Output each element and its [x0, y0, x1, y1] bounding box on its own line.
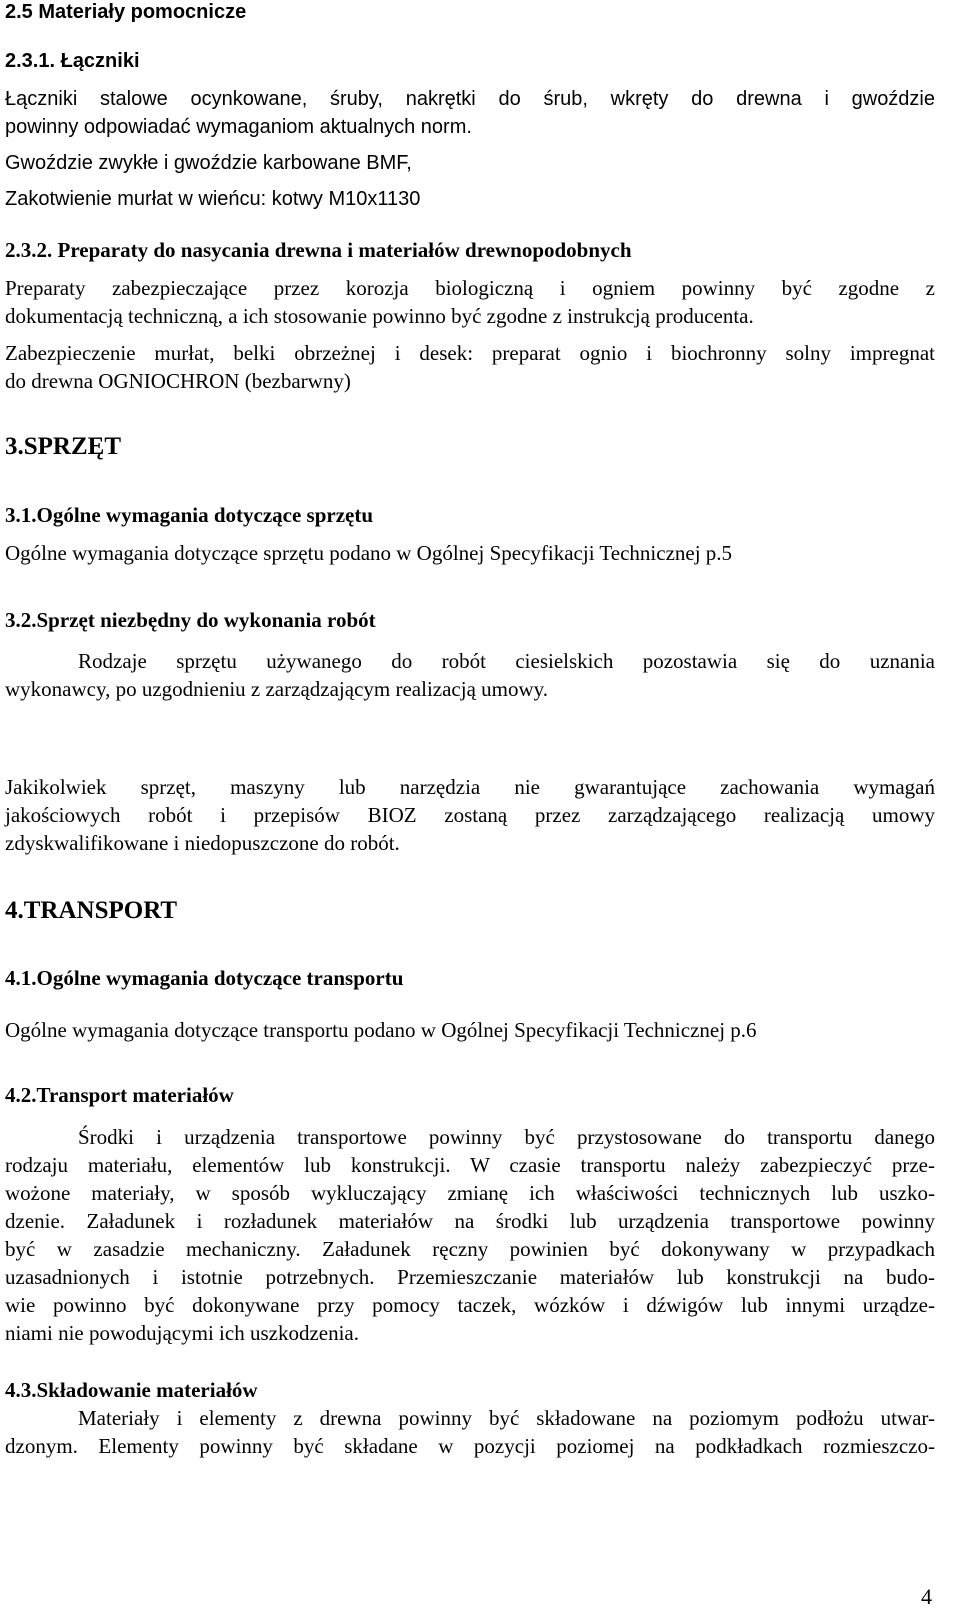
- text-line: Ogólne wymagania dotyczące sprzętu podano w Ogólnej Specyfikacji Technicznej p.5: [5, 541, 733, 565]
- text-line: jakościowych robót i przepisów BIOZ zostaną przez zarządzającego realizacją umowy: [5, 803, 935, 827]
- text-line: Materiały i elementy z drewna powinny być składowane na poziomym podłożu utwar-: [78, 1406, 935, 1430]
- subsection-heading: 3.1.Ogólne wymagania dotyczące sprzętu: [5, 503, 374, 527]
- text-line: Zakotwienie murłat w wieńcu: kotwy M10x1130: [5, 188, 421, 210]
- text-line: wożone materiały, w sposób wykluczający zmianę ich właściwości technicznych lub uszko-: [5, 1181, 935, 1205]
- text-line: Środki i urządzenia transportowe powinny być przystosowane do transportu danego: [78, 1125, 935, 1149]
- text-line: do drewna OGNIOCHRON (bezbarwny): [5, 369, 351, 393]
- subsection-heading: 4.1.Ogólne wymagania dotyczące transportu: [5, 966, 404, 990]
- text-line: Jakikolwiek sprzęt, maszyny lub narzędzia nie gwarantujące zachowania wymagań: [5, 775, 935, 799]
- text-line: dzenie. Załadunek i rozładunek materiałów na środki lub urządzenia transportowe powinny: [5, 1209, 935, 1233]
- subsection-heading: 4.2.Transport materiałów: [5, 1083, 234, 1107]
- section-heading: 2.5 Materiały pomocnicze: [5, 1, 247, 23]
- text-line: Łączniki stalowe ocynkowane, śruby, nakrętki do śrub, wkręty do drewna i gwoździe: [5, 88, 935, 110]
- section-heading: 3.SPRZĘT: [5, 433, 122, 460]
- subsection-heading: 2.3.2. Preparaty do nasycania drewna i materiałów drewnopodobnych: [5, 238, 632, 262]
- text-line: Zabezpieczenie murłat, belki obrzeżnej i desek: preparat ognio i biochronny solny impregnat: [5, 341, 935, 365]
- text-line: zdyskwalifikowane i niedopuszczone do robót.: [5, 831, 400, 855]
- text-line: wykonawcy, po uzgodnieniu z zarządzającym realizacją umowy.: [5, 677, 549, 701]
- text-line: Preparaty zabezpieczające przez korozja biologiczną i ogniem powinny być zgodne z: [5, 276, 935, 300]
- section-heading: 4.TRANSPORT: [5, 897, 178, 924]
- text-line: wie powinno być dokonywane przy pomocy taczek, wózków i dźwigów lub innymi urządze-: [5, 1293, 935, 1317]
- text-line: Rodzaje sprzętu używanego do robót ciesielskich pozostawia się do uznania: [78, 649, 935, 673]
- text-line: rodzaju materiału, elementów lub konstrukcji. W czasie transportu należy zabezpieczyć prze-: [5, 1153, 935, 1177]
- text-line: niami nie powodującymi ich uszkodzenia.: [5, 1321, 359, 1345]
- text-line: być w zasadzie mechaniczny. Załadunek ręczny powinien być dokonywany w przypadkach: [5, 1237, 935, 1261]
- text-line: Gwoździe zwykłe i gwoździe karbowane BMF,: [5, 152, 412, 174]
- page-number: 4: [921, 1584, 932, 1609]
- text-line: uzasadnionych i istotnie potrzebnych. Przemieszczanie materiałów lub konstrukcji na budo-: [5, 1265, 935, 1289]
- text-line: dzonym. Elementy powinny być składane w pozycji poziomej na podkładkach rozmieszczo-: [5, 1434, 935, 1458]
- subsection-heading: 4.3.Składowanie materiałów: [5, 1378, 258, 1402]
- text-line: Ogólne wymagania dotyczące transportu podano w Ogólnej Specyfikacji Technicznej p.6: [5, 1018, 757, 1042]
- text-line: powinny odpowiadać wymaganiom aktualnych norm.: [5, 116, 472, 138]
- subsection-heading: 3.2.Sprzęt niezbędny do wykonania robót: [5, 608, 376, 632]
- subsection-heading: 2.3.1. Łączniki: [5, 50, 140, 72]
- text-line: dokumentacją techniczną, a ich stosowanie powinno być zgodne z instrukcją producenta.: [5, 304, 754, 328]
